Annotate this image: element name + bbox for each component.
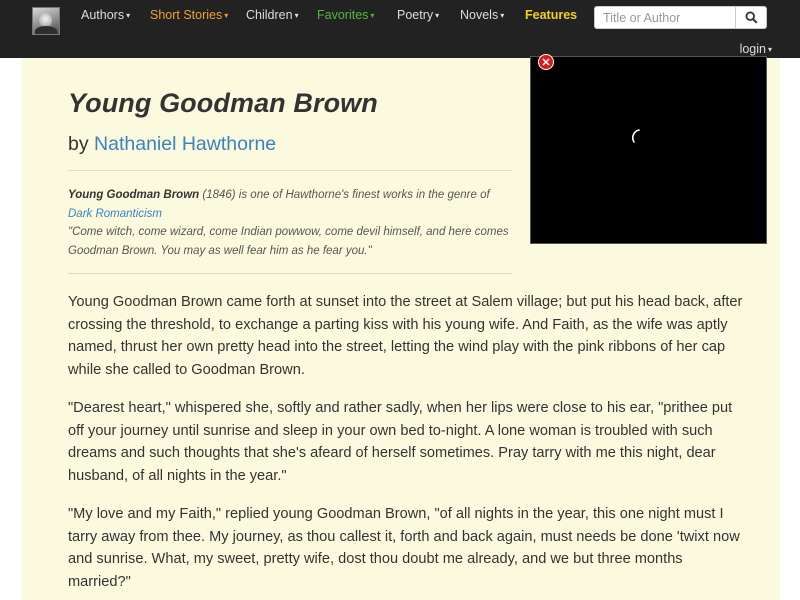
caret-down-icon: ▾ <box>126 11 131 20</box>
search-icon <box>745 11 758 24</box>
divider <box>68 170 512 171</box>
story-paragraph: Young Goodman Brown came forth at sunset into the street at Salem village; but put his head back, after crossing the threshold, to exchange a parting kiss with his young wife. And Faith, as the wife was aptly named, thrust her own pretty head into the street, letting the wind play with the pink ribbons of her cap while she called to Goodman Brown. <box>68 294 743 378</box>
byline-prefix: by <box>68 133 89 155</box>
story-paragraph: "My love and my Faith," replied young Goodman Brown, "of all nights in the year, this one night must I tarry away from thee. My journey, as thou callest it, forth and back again, must needs be done 'twixt now and sunrise. What, my sweet, pretty wife, dost thou doubt me already, and we but three months married?" <box>68 506 740 590</box>
caret-down-icon: ▾ <box>224 11 229 20</box>
nav-authors[interactable]: Authors ▾ <box>81 8 131 22</box>
search-input[interactable] <box>595 7 733 28</box>
close-ad-button[interactable] <box>538 54 554 70</box>
story-title: Young Goodman Brown <box>68 88 378 118</box>
story-intro <box>68 186 512 260</box>
nav-short-stories[interactable]: Short Stories ▾ <box>150 8 229 22</box>
intro-quote: "Come witch, come wizard, come Indian powwow, come devil himself, and here comes Goodman Brown. You may as well fear him as he fear you." <box>68 226 509 257</box>
caret-down-icon: ▾ <box>500 11 505 20</box>
caret-down-icon: ▾ <box>294 11 299 20</box>
top-navbar <box>0 0 800 58</box>
author-link[interactable]: Nathaniel Hawthorne <box>94 133 277 155</box>
caret-down-icon: ▾ <box>767 45 772 54</box>
video-ad-player[interactable] <box>530 56 767 244</box>
byline <box>68 133 276 156</box>
caret-down-icon: ▾ <box>435 11 440 20</box>
intro-title: Young Goodman Brown <box>68 189 200 201</box>
close-icon: ✕ <box>541 57 551 69</box>
nav-novels[interactable]: Novels ▾ <box>460 8 505 22</box>
story-paragraph: "Dearest heart," whispered she, softly and rather sadly, when her lips were close to his ear, "prithee put off your journey until sunrise and sleep in your own bed to-night. A lone woman is troubled with such dreams and such thoughts that she's afeard of herself sometimes. Pray tarry with me this night, dear husband, of all nights in the year." <box>68 400 733 484</box>
nav-favorites[interactable]: Favorites ▾ <box>317 8 375 22</box>
loading-spinner-icon <box>627 127 647 147</box>
divider <box>68 273 512 274</box>
nav-poetry[interactable]: Poetry ▾ <box>397 8 440 22</box>
author-portrait-icon[interactable] <box>32 7 60 35</box>
intro-text: (1846) is one of Hawthorne's finest works in the genre of <box>199 189 490 201</box>
search-button[interactable] <box>735 7 766 28</box>
search-box <box>594 6 767 29</box>
login-menu[interactable]: login ▾ <box>739 42 772 56</box>
caret-down-icon: ▾ <box>370 11 375 20</box>
dark-romanticism-link[interactable]: Dark Romanticism <box>68 207 162 220</box>
nav-features[interactable]: Features <box>525 8 578 22</box>
nav-children[interactable]: Children ▾ <box>246 8 299 22</box>
